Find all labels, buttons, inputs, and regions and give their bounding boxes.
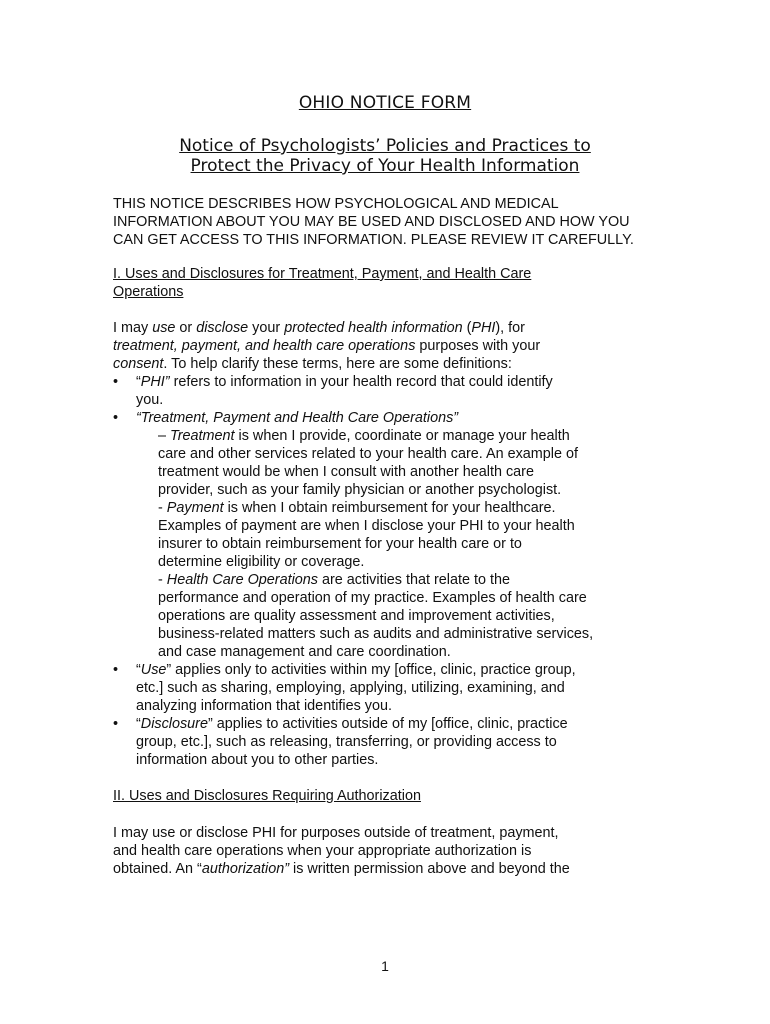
text-run: ), for — [495, 320, 525, 336]
text-run: PHI — [471, 320, 496, 336]
text-run: Payment — [166, 500, 224, 516]
text-run: Health Care Operations — [166, 572, 318, 588]
text-run: Examples of payment are when I disclose your PHI to your health — [158, 518, 575, 534]
section-2-heading: II. Uses and Disclosures Requiring Authorization — [113, 788, 421, 804]
text-run: insurer to obtain reimbursement for your health care or to — [158, 536, 522, 552]
text-run: purposes with your — [415, 338, 541, 354]
subtitle-line: Notice of Psychologists’ Policies and Practices to — [179, 136, 591, 156]
text-run: you. — [136, 392, 164, 408]
intro-line: THIS NOTICE DESCRIBES HOW PSYCHOLOGICAL AND MEDICAL — [113, 196, 559, 212]
text-run: information about you to other parties. — [136, 752, 379, 768]
section-1-heading — [113, 265, 673, 301]
text-run: treatment, payment, and health care operations — [113, 338, 416, 354]
text-run: ” applies only to activities within my [office, clinic, practice group, — [166, 662, 576, 678]
text-run: “ — [136, 662, 141, 678]
list-item-disclosure — [113, 715, 673, 769]
intro-line: INFORMATION ABOUT YOU MAY BE USED AND DISCLOSED AND HOW YOU — [113, 214, 630, 230]
heading-line: I. Uses and Disclosures for Treatment, Payment, and Health Care — [113, 266, 532, 282]
bullet-marker: • — [113, 716, 119, 732]
text-run: use — [152, 320, 176, 336]
heading-line: Operations — [113, 284, 184, 300]
text-run: “ — [136, 374, 141, 390]
text-run: refers to information in your health record that could identify — [169, 374, 553, 390]
document-subtitle — [0, 136, 770, 176]
tpo-definitions — [113, 427, 673, 661]
intro-notice — [113, 195, 673, 249]
text-run: - — [158, 572, 167, 588]
body-line: I may use or disclose PHI for purposes outside of treatment, payment, — [113, 825, 559, 841]
text-run: Disclosure — [140, 716, 208, 732]
text-run: business-related matters such as audits and administrative services, — [158, 626, 594, 642]
text-run: – — [158, 428, 171, 444]
text-run: ” applies to activities outside of my [office, clinic, practice — [207, 716, 568, 732]
text-run: your — [248, 320, 285, 336]
text-run: and case management and care coordination. — [158, 644, 451, 660]
text-run: group, etc.], such as releasing, transferring, or providing access to — [136, 734, 557, 750]
text-run: . To help clarify these terms, here are some definitions: — [163, 356, 512, 372]
text-run: determine eligibility or coverage. — [158, 554, 365, 570]
document-title: OHIO NOTICE FORM — [298, 93, 472, 113]
text-run: operations are quality assessment and improvement activities, — [158, 608, 555, 624]
bullet-marker: • — [113, 410, 119, 426]
text-run: Treatment — [170, 428, 235, 444]
section-2-body — [113, 824, 673, 878]
treatment-definition — [158, 427, 673, 499]
text-run: or — [175, 320, 197, 336]
text-run: is written permission above and beyond the — [289, 861, 570, 877]
text-run: “Treatment, Payment and Health Care Operations” — [136, 410, 459, 426]
payment-definition — [158, 499, 673, 571]
text-run: Use — [140, 662, 167, 678]
text-run: treatment would be when I consult with another health care — [158, 464, 534, 480]
text-run: “ — [136, 716, 141, 732]
text-run: analyzing information that identifies you. — [136, 698, 392, 714]
text-run: authorization” — [201, 861, 290, 877]
list-item-use — [113, 661, 673, 715]
text-run: PHI” — [140, 374, 170, 390]
section-1-body — [113, 319, 673, 769]
page-number: 1 — [381, 958, 389, 974]
subtitle-line: Protect the Privacy of Your Health Information — [190, 156, 580, 176]
text-run: obtained. An “ — [113, 861, 202, 877]
body-line: and health care operations when your appropriate authorization is — [113, 843, 532, 859]
text-run: - — [158, 500, 167, 516]
intro-line: CAN GET ACCESS TO THIS INFORMATION. PLEASE REVIEW IT CAREFULLY. — [113, 232, 634, 248]
text-run: ( — [462, 320, 472, 336]
bullet-marker: • — [113, 374, 119, 390]
operations-definition — [158, 571, 673, 661]
text-run: I may — [113, 320, 153, 336]
text-run: care and other services related to your health care. An example of — [158, 446, 578, 462]
bullet-marker: • — [113, 662, 119, 678]
text-run: are activities that relate to the — [317, 572, 510, 588]
text-run: is when I obtain reimbursement for your healthcare. — [223, 500, 556, 516]
list-item-tpo — [113, 409, 673, 427]
text-run: protected health information — [284, 320, 463, 336]
text-run: is when I provide, coordinate or manage your health — [234, 428, 570, 444]
text-run: provider, such as your family physician or another psychologist. — [158, 482, 562, 498]
text-run: etc.] such as sharing, employing, applying, utilizing, examining, and — [136, 680, 565, 696]
body-line — [113, 860, 673, 878]
text-run: disclose — [196, 320, 249, 336]
list-item-phi — [113, 373, 673, 409]
text-run: performance and operation of my practice. Examples of health care — [158, 590, 587, 606]
definitions-intro — [113, 319, 673, 373]
text-run: consent — [113, 356, 164, 372]
